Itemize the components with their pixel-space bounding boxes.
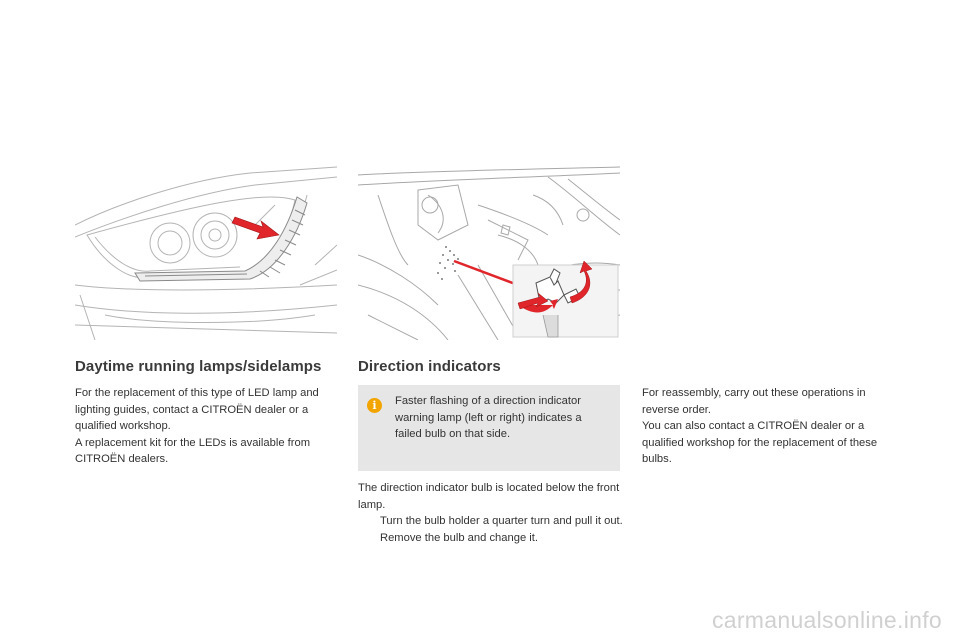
pointer-line [454,261,518,285]
info-note-box [358,385,620,471]
info-icon: i [367,398,382,413]
site-watermark: carmanualsonline.info [711,607,942,633]
daytime-lamps-heading: Daytime running lamps/sidelamps [75,358,322,375]
insert-arrow-icon [232,217,279,239]
step-item [358,513,623,530]
bulb-inset [513,261,618,337]
daytime-paragraph-2: A replacement kit for the LEDs is available from CITROËN dealers. [75,436,311,465]
reassembly-paragraph-2: You can also contact a CITROËN dealer or a qualified workshop for the replacement of these bulbs. [642,420,878,465]
step-text: Remove the bulb and change it. [380,531,538,544]
info-note-text: Faster flashing of a direction indicator warning lamp (left or right) indicates a failed bulb on that side. [395,395,582,440]
daytime-paragraph-1: For the replacement of this type of LED lamp and lighting guides, contact a CITROËN dealer or a qualified workshop. [75,387,319,432]
headlamp-drawing [75,165,337,340]
direction-intro: The direction indicator bulb is located below the front lamp. [358,482,620,511]
reassembly-paragraph-1: For reassembly, carry out these operations in reverse order. [642,387,866,416]
headlamp-illustration [75,165,337,340]
direction-indicators-heading: Direction indicators [358,358,501,375]
step-text: Turn the bulb holder a quarter turn and pull it out. [380,515,623,527]
bulb-holder-drawing [358,165,620,340]
step-item [358,530,623,547]
direction-instructions [358,480,623,546]
reassembly-text [642,385,904,468]
daytime-lamps-body [75,385,340,468]
direction-indicator-illustration [358,165,620,340]
